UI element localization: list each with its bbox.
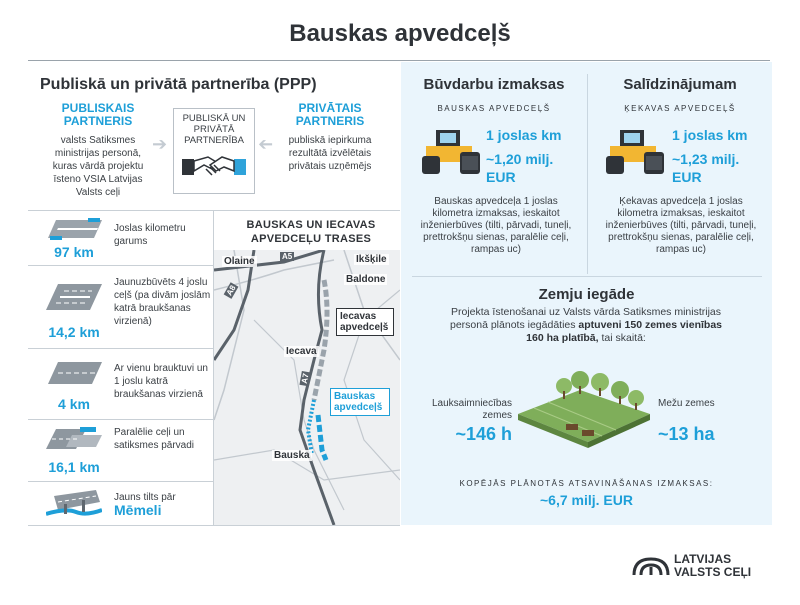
land-text (440, 306, 732, 345)
two-lane-road-icon (48, 360, 102, 386)
total-label: KOPĒJĀS PLĀNOTĀS ATSAVINĀŠANAS IZMAKSAS: (459, 479, 714, 488)
logo-line-1: LATVIJAS (674, 552, 732, 566)
private-partner-heading: PRIVĀTAIS PARTNERIS (295, 101, 365, 128)
divider (28, 481, 214, 482)
private-partner (278, 102, 382, 173)
road-lanes-icon (48, 216, 102, 242)
map-title: BAUSKAS UN IECAVAS APVEDCEĻU TRASES (246, 219, 376, 245)
land-text-a: Projekta īstenošanai uz Valsts vārda Satiksmes ministrijas personā plānots iegādāties (449, 306, 721, 331)
stat-value: Mēmeli (114, 502, 162, 518)
logo-line-2: VALSTS CEĻI (674, 565, 752, 579)
town-label: Olaine (224, 256, 255, 267)
divider (28, 419, 214, 420)
arrow-right-icon: ➔ (152, 134, 168, 154)
road-label: A7 (299, 372, 311, 385)
stat-value: 4 km (58, 396, 90, 412)
stat-text: Jaunuzbūvēts 4 joslu ceļš (pa divām joslām katrā braukšanas virzienā) (114, 277, 211, 327)
private-partner-text: publiskā iepirkuma rezultātā izvēlētais privātais uzņēmējs (288, 135, 372, 172)
logo-text (674, 553, 751, 579)
compare-km-label: 1 joslas km (672, 127, 748, 143)
road-roller-icon (422, 126, 482, 178)
parallel-roads-icon (46, 425, 102, 453)
four-lane-road-icon (46, 282, 102, 312)
costs-value: ~1,20 milj. EUR (486, 151, 554, 185)
arrow-left-icon: ➔ (258, 134, 274, 154)
bauska-bypass-tag: Bauskas apvedceļš (330, 388, 390, 416)
latvian-roads-logo-icon (632, 555, 670, 577)
costs-description: Bauskas apvedceļa 1 joslas kilometra izmaksas, ieskaitot inženierbūves (tilti, pārvadi, tuneļi, prettrokšņu sienas, paralēlie ceļi, rampas uc) (420, 196, 572, 255)
public-partner (46, 102, 150, 199)
stat-text: Paralēlie ceļi un satiksmes pārvadi (114, 427, 195, 451)
stat-value: 14,2 km (48, 324, 100, 340)
handshake-icon (182, 149, 246, 183)
divider (28, 265, 214, 266)
bridge-icon (46, 486, 102, 518)
stat-value: 16,1 km (48, 459, 100, 475)
stat-value: 97 km (54, 244, 94, 260)
forest-value: ~13 ha (658, 424, 715, 444)
town-label: Baldone (346, 274, 386, 285)
road-roller-icon (606, 126, 666, 178)
town-label: Iecava (286, 346, 317, 357)
public-partner-heading: PUBLISKAIS PARTNERIS (61, 101, 135, 128)
title-divider (28, 60, 770, 61)
agri-value: ~146 h (455, 424, 512, 444)
road-label: A8 (224, 283, 238, 298)
town-label: Ikšķile (356, 254, 387, 265)
compare-value: ~1,23 milj. EUR (672, 151, 740, 185)
costs-heading: Būvdarbu izmaksas (423, 76, 565, 93)
compare-sub: ĶEKAVAS APVEDCEĻŠ (624, 104, 736, 113)
agri-label: Lauksaimniecības zemes (431, 398, 512, 421)
stat-text: Joslas kilometru garums (114, 223, 186, 247)
ppp-center-label: PUBLISKĀ UN PRIVĀTĀ PARTNERĪBA (182, 113, 246, 146)
ppp-heading: Publiskā un privātā partnerība (PPP) (40, 76, 317, 93)
road-label: A5 (282, 252, 293, 261)
divider (412, 276, 762, 277)
divider (28, 525, 400, 526)
iecava-bypass-tag: Iecavas apvedceļš (336, 308, 394, 336)
divider (28, 210, 400, 211)
map (214, 250, 400, 525)
forest-label: Mežu zemes (658, 398, 715, 409)
stat-text: Jauns tilts pār (114, 492, 176, 503)
page-title: Bauskas apvedceļš (289, 20, 511, 47)
costs-sub: BAUSKAS APVEDCEĻŠ (437, 104, 551, 113)
town-label: Bauska (274, 450, 310, 461)
public-partner-text: valsts Satiksmes ministrijas personā, kuras vārdā projektu īsteno VSIA Latvijas Valsts ceļi (52, 135, 144, 198)
compare-description: Ķekavas apvedceļa 1 joslas kilometra izmaksas, ieskaitot inženierbūves (tilti, pārvadi, tuneļi, prettrokšņu sienas, paralēlie ceļi, rampas uc) (605, 196, 757, 255)
land-text-c: tai skaitā: (601, 332, 646, 344)
land-text-b: aptuveni 150 zemes vienības 160 ha platībā, (526, 319, 722, 344)
costs-km-label: 1 joslas km (486, 127, 562, 143)
land-heading: Zemju iegāde (538, 286, 635, 303)
divider (28, 348, 214, 349)
stat-text: Ar vienu brauktuvi un 1 joslu katrā braukšanas virzienā (114, 363, 208, 400)
compare-heading: Salīdzinājumam (623, 76, 737, 93)
land-parcel-icon (518, 368, 650, 464)
ppp-center-box (173, 108, 255, 194)
total-value: ~6,7 milj. EUR (540, 492, 633, 508)
